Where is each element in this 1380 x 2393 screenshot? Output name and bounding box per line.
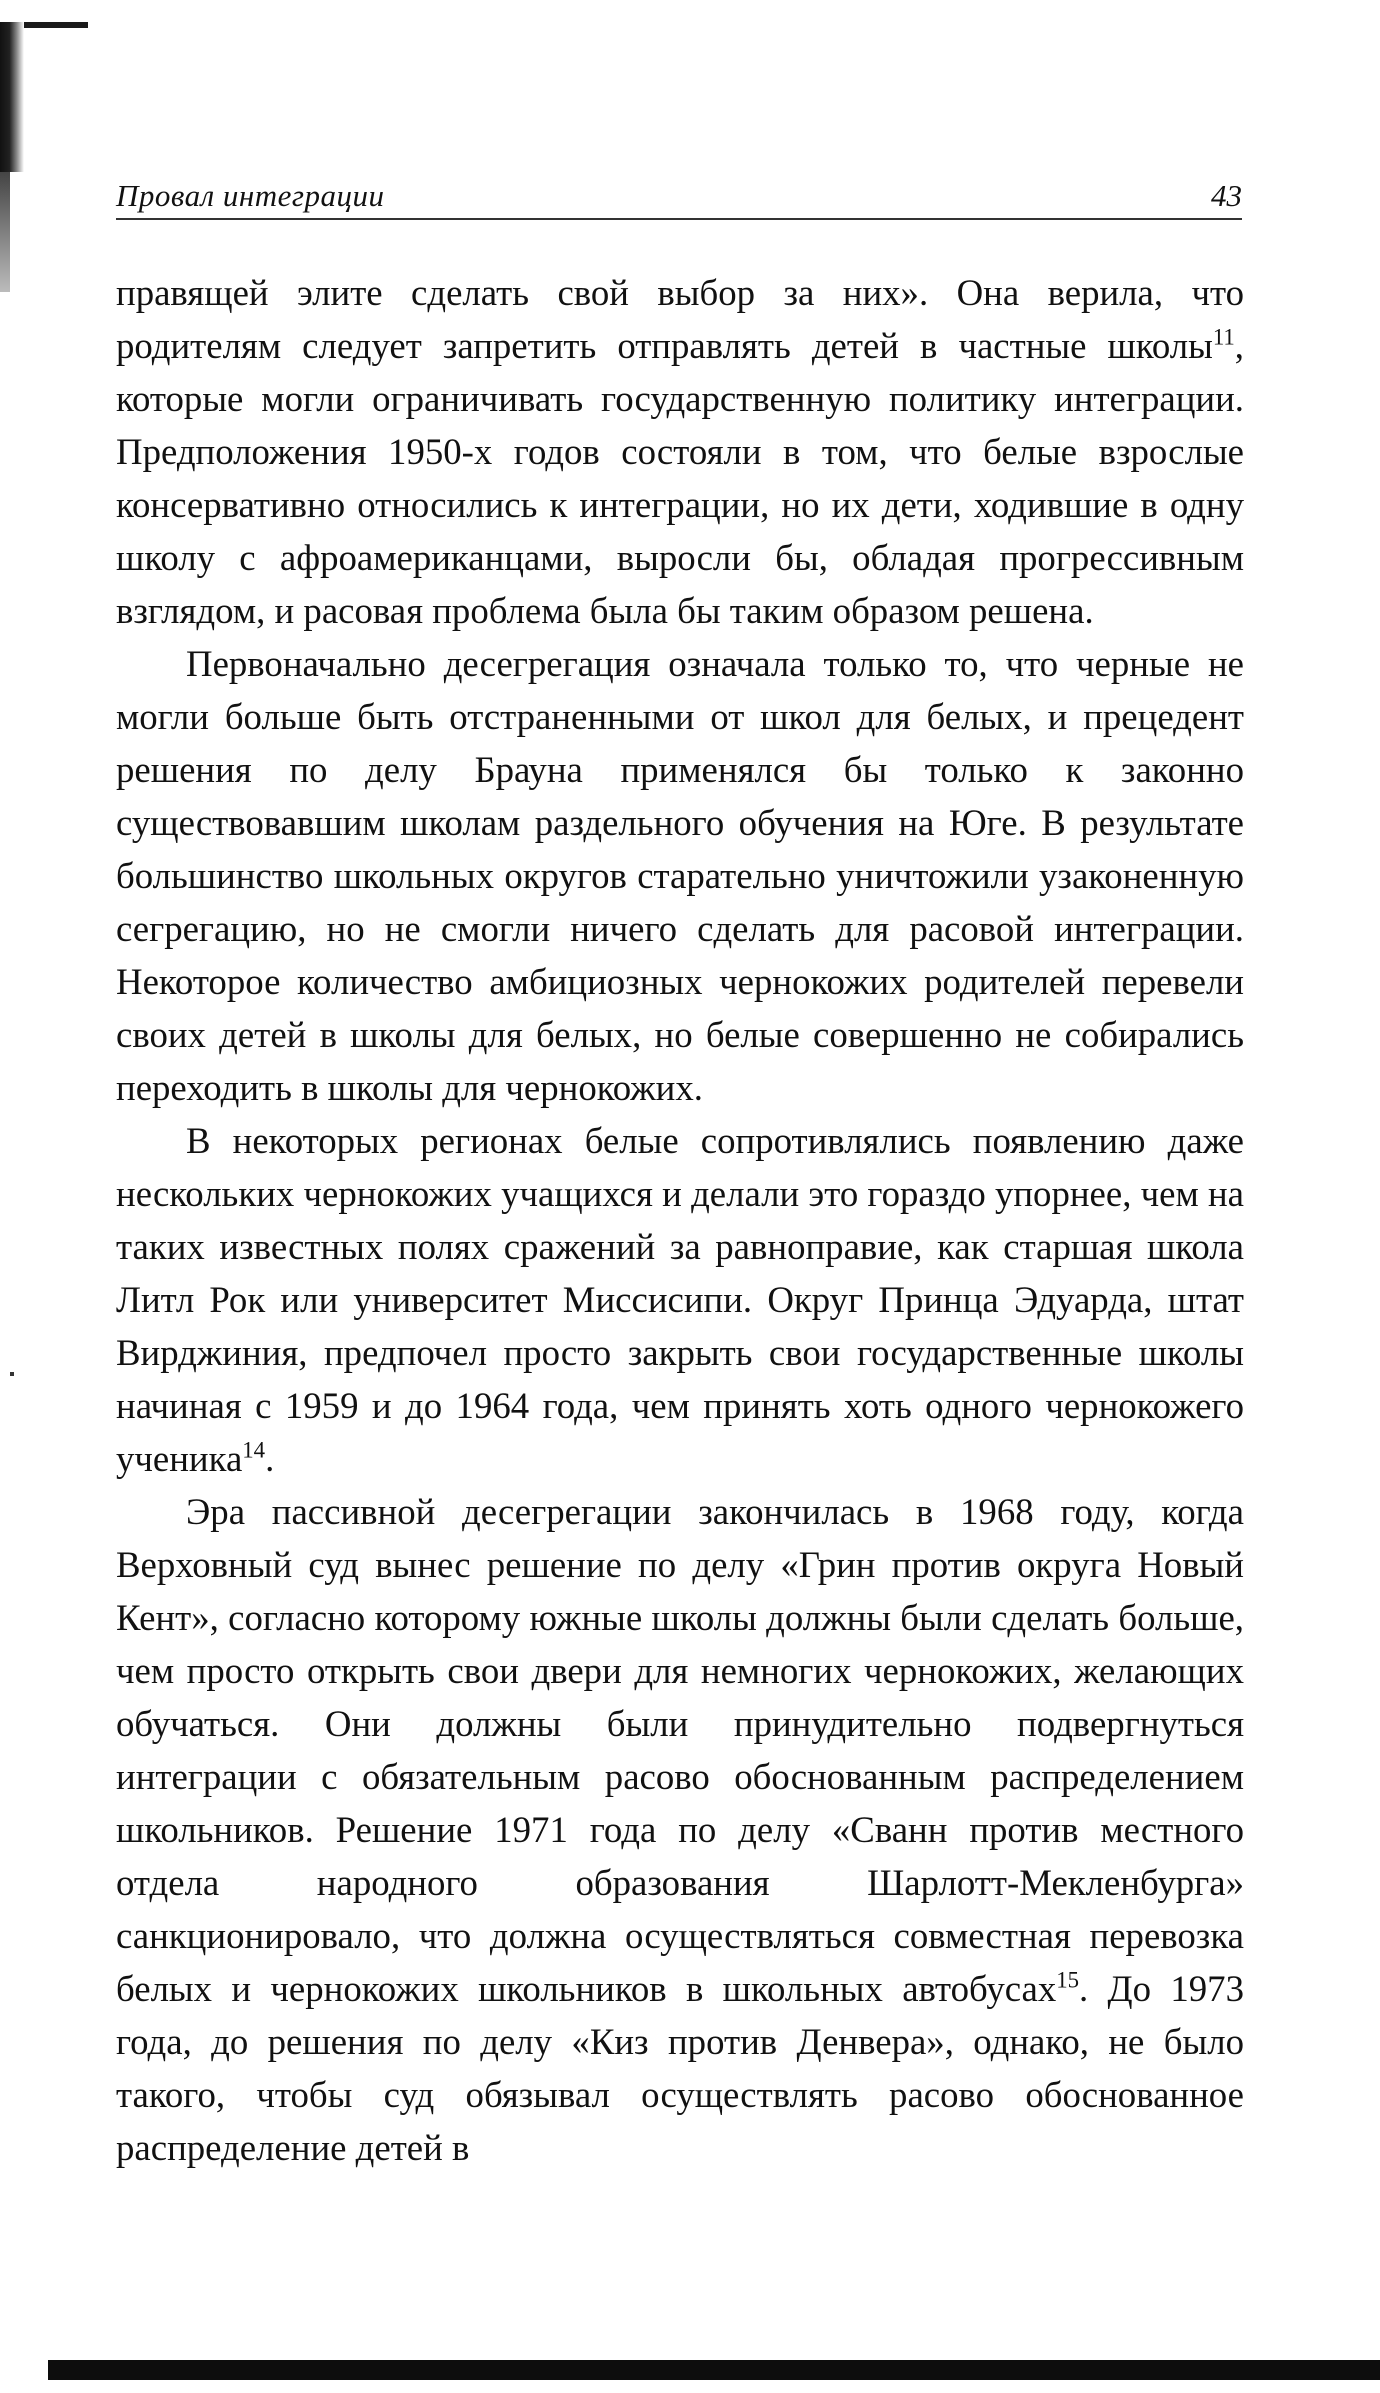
paragraph-text: Эра пассивной десегрегации закончилась в 1968 году, когда Верховный суд вынес решение по делу «Грин против округа Новый Кент», согласно которому южные школы должны были сделать больше, чем просто открыть свои двери для немногих чернокожих, желающих обучаться. Они должны были принудительно подвергнуться интеграции с обязательным расово обоснованным распределением школьников. Решение 1971 года по делу «Сванн против местного отдела народного образования Шарлотт-Мекленбурга» санкционировало, что должна осуществляться совместная перевозка белых и чернокожих школьников в школьных автобусах — [116, 1491, 1244, 2009]
paragraph-text: В некоторых регионах белые сопротивлялись появлению даже нескольких чернокожих учащихся и делали это гораздо упорнее, чем на таких известных полях сражений за равноправие, как старшая школа Литл Рок или университет Миссисипи. Округ Принца Эдуарда, штат Вирджиния, предпочел просто закрыть свои государственные школы начиная с 1959 и до 1964 года, чем принять хоть одного чернокожего ученика — [116, 1120, 1244, 1479]
paragraph-text: правящей элите сделать свой выбор за них». Она верила, что родителям следует запретить отправлять детей в частные школы — [116, 272, 1244, 366]
scan-edge-bottom — [48, 2360, 1380, 2380]
paragraph-text-after: . До 1973 года, до решения по делу «Киз против Денвера», однако, не было такого, чтобы суд обязывал осуществлять расово обоснованное распределение детей в — [116, 1968, 1244, 2168]
scan-edge-left-shadow — [0, 172, 10, 292]
paragraph-2 — [116, 637, 1244, 1114]
scan-edge-left — [0, 22, 24, 172]
page-body — [116, 266, 1244, 2174]
running-header — [116, 178, 1242, 220]
scan-speck — [10, 1372, 14, 1376]
paragraph-text: Первоначально десегрегация означала только то, что черные не могли больше быть отстраненными от школ для белых, и прецедент решения по делу Брауна применялся бы только к законно существовавшим школам раздельного обучения на Юге. В результате большинство школьных округов старательно уничтожили узаконенную сегрегацию, но не смогли ничего сделать для расовой интеграции. Некоторое количество амбициозных чернокожих родителей перевели своих детей в школы для белых, но белые совершенно не собирались переходить в школы для чернокожих. — [116, 643, 1244, 1108]
running-title: Провал интеграции — [116, 178, 385, 213]
paragraph-1 — [116, 266, 1244, 637]
page-number: 43 — [1211, 178, 1242, 213]
footnote-ref: 11 — [1212, 324, 1235, 350]
paragraph-text-after: , которые могли ограничивать государственную политику интеграции. Предположения 1950-х годов состояли в том, что белые взрослые консервативно относились к интеграции, но их дети, ходившие в одну школу с афроамериканцами, выросли бы, обладая прогрессивным взглядом, и расовая проблема была бы таким образом решена. — [116, 325, 1244, 631]
footnote-ref: 15 — [1056, 1967, 1080, 1993]
paragraph-text-after: . — [265, 1438, 275, 1479]
paragraph-4 — [116, 1485, 1244, 2174]
footnote-ref: 14 — [242, 1437, 266, 1463]
paragraph-3 — [116, 1114, 1244, 1485]
